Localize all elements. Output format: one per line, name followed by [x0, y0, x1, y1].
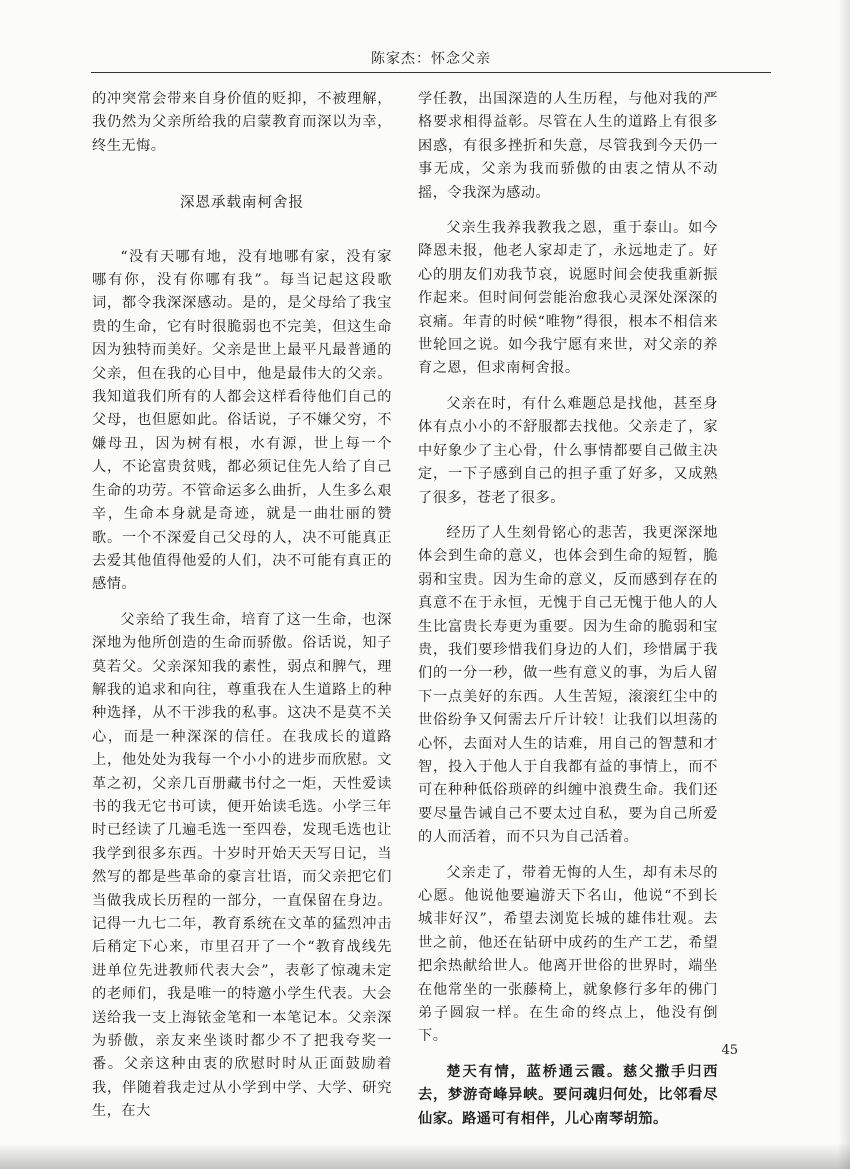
closing-poem: 楚天有情，蓝桥通云霞。慈父撒手归西去，梦游奇峰异峡。要问魂归何处，比邻看尽仙家。路遥可有相伴，儿心南琴胡笳。 — [418, 1063, 718, 1127]
right-opening-paragraph: 学任教，出国深造的人生历程，与他对我的严格要求相得益彰。尽管在人生的道路上有很多困惑，有很多挫折和失意，尽管我到今天仍一事无成，父亲为我而骄傲的由衷之情从不动摇，令我深为感动。 — [418, 91, 718, 201]
page-number: 45 — [721, 1043, 738, 1058]
right-paragraph-4: 父亲走了，带着无悔的人生，却有未尽的心愿。他说他要遍游天下名山，他说“不到长城非好汉”，希望去浏览长城的雄伟壮观。去世之前，他还在钻研中成药的生产工艺，希望把余热献给世人。他离开世俗的世界时，端坐在他常坐的一张藤椅上，就象修行多年的佛门弟子圆寂一样。在生命的终点上，他没有倒下。 — [418, 864, 718, 1045]
right-paragraph-1: 父亲生我养我教我之恩，重于泰山。如今降恩未报，他老人家却走了，永远地走了。好心的朋友们劝我节哀，说愿时间会使我重新振作起来。但时间何尝能治愈我心灵深处深深的哀痛。年青的时候“唯物”得很，根本不相信来世轮回之说。如今我宁愿有来世，对父亲的养育之恩，但求南柯舍报。 — [418, 220, 718, 377]
scan-edge-shadow-bottom — [0, 1143, 850, 1169]
left-opening-paragraph: 的冲突常会带来自身价值的贬抑，不被理解，我仍然为父亲所给我的启蒙教育而深以为幸，终生无悔。 — [92, 91, 392, 154]
right-paragraph-3: 经历了人生刻骨铭心的悲苦，我更深深地体会到生命的意义，也体会到生命的短暂，脆弱和宝贵。因为生命的意义，反而感到存在的真意不在于永恒，无愧于自己无愧于他人的人生比富贵长寿更为重要。因为生命的脆弱和宝贵，我们要珍惜我们身边的人们，珍惜属于我们的一分一秒，做一些有意义的事，为后人留下一点美好的东西。人生苦短，滚滚红尘中的世俗纷争又何需去斤斤计较！让我们以坦荡的心怀，去面对人生的诘难，用自己的智慧和才智，投入于他人于自我都有益的事情上，而不可在种种低俗琐碎的纠缠中浪费生命。我们还要尽量告诫自己不要太过自私，要为自己所爱的人而活着，而不只为自己活着。 — [418, 524, 718, 846]
header-rule — [91, 72, 771, 73]
right-column — [418, 88, 718, 1131]
section-title: 深恩承载南柯舍报 — [180, 195, 304, 212]
left-paragraph-1: “没有天哪有地，没有地哪有家，没有家哪有你，没有你哪有我”。每当记起这段歌词，都令我深深感动。是的，是父母给了我宝贵的生命，它有时很脆弱也不完美，但这生命因为独特而美好。父亲是世上最平凡最普通的父亲，但在我的心目中，他是最伟大的父亲。我知道我们所有的人都会这样看待他们自己的父母，也但愿如此。俗话说，子不嫌父穷，不嫌母丑，因为树有根，水有源，世上每一个人，不论富贵贫贱，都必须记住先人给了自己生命的功劳。不管命运多么曲折，人生多么艰辛，生命本身就是奇迹，就是一曲壮丽的赞歌。一个不深爱自己父母的人，决不可能真正去爱其他值得他爱的人们，决不可能有真正的感情。 — [92, 248, 392, 593]
right-paragraph-2: 父亲在时，有什么难题总是找他，甚至身体有点小小的不舒服都去找他。父亲走了，家中好象少了主心骨，什么事情都要自己做主决定，一下子感到自己的担子重了好多，又成熟了很多，苍老了很多。 — [418, 395, 718, 506]
running-header: 陈家杰：怀念父亲 — [371, 51, 491, 67]
scan-edge-shadow-right — [838, 0, 850, 1169]
left-paragraph-2: 父亲给了我生命，培育了这一生命，也深深地为他所创造的生命而骄傲。俗话说，知子莫若父。父亲深知我的素性，弱点和脾气，理解我的追求和向往，尊重我在人生道路上的种种选择，从不干涉我的私事。这决不是莫不关心，而是一种深深的信任。在我成长的道路上，他处处为我每一个小小的进步而欣慰。文革之初，父亲几百册藏书付之一炬，天性爱读书的我无它书可读，便开始读毛选。小学三年时已经读了几遍毛选一至四卷，发现毛选也让我学到很多东西。十岁时开始天天写日记，当然写的都是些革命的豪言壮语，而父亲把它们当做我成长历程的一部分，一直保留在身边。记得一九七二年，教育系统在文革的猛烈冲击后稍定下心来，市里召开了一个“教育战线先进单位先进教师代表大会”，表彰了惊魂未定的老师们，我是唯一的特邀小学生代表。大会送给我一支上海铱金笔和一本笔记本。父亲深为骄傲，亲友来坐谈时都少不了把我夸奖一番。父亲这种由衷的欣慰时时从正面鼓励着我，伴随着我走过从小学到中学、大学、研究生，在大 — [92, 611, 392, 1120]
left-column — [92, 88, 392, 1124]
